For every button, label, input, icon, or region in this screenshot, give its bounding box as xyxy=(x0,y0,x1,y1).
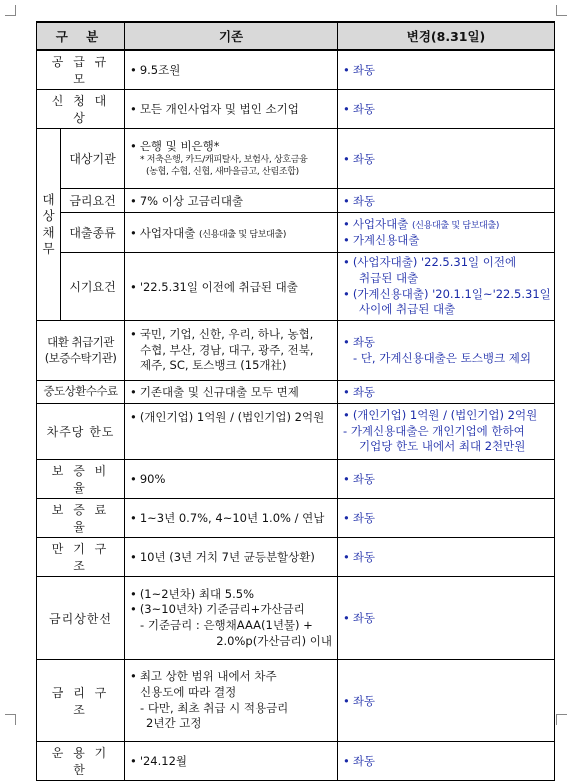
row-label: 대출종류 xyxy=(61,213,125,253)
change-cell: • (사업자대출) '22.5.31일 이전에 취급된 대출 • (가계신용대출) '20.1.1일~'22.5.31일 사이에 취급된 대출 xyxy=(338,253,555,321)
table-row-rate-requirement xyxy=(37,189,555,213)
header-change: 변경(8.31일) xyxy=(338,22,555,50)
header-category: 구 분 xyxy=(37,22,125,50)
page-corner-mark xyxy=(556,5,567,16)
row-label: 공 급 규 모 xyxy=(37,50,125,90)
table-row-agency xyxy=(37,321,555,381)
row-label: 대환 취급기관 (보증수탁기관) xyxy=(37,321,125,381)
existing-cell: • (1~2년차) 최대 5.5% • (3~10년차) 기준금리+가산금리 - 기준금리 : 은행채AAA(1년물) + 2.0%p(가산금리) 이내 xyxy=(125,577,338,660)
existing-cell: • 9.5조원 xyxy=(125,50,338,90)
page-corner-mark xyxy=(556,714,567,725)
row-label: 보 증 비 율 xyxy=(37,460,125,499)
row-label: 금 리 구 조 xyxy=(37,660,125,742)
row-label: 차주당 한도 xyxy=(37,404,125,460)
existing-cell: • 10년 (3년 거치 7년 균등분할상환) xyxy=(125,538,338,577)
table-row-supply xyxy=(37,50,555,90)
table-row-loan-type xyxy=(37,213,555,253)
existing-cell: • 90% xyxy=(125,460,338,499)
change-cell: • 좌동 xyxy=(338,129,555,189)
existing-cell: • 최고 상한 범위 내에서 차주 신용도에 따라 결정 - 다만, 최초 취급 시 적용금리 2년간 고정 xyxy=(125,660,338,742)
row-label: 중도상환수수료 xyxy=(37,381,125,404)
change-cell: • 좌동 xyxy=(338,460,555,499)
existing-cell: • 7% 이상 고금리대출 xyxy=(125,189,338,213)
existing-cell: • 모든 개인사업자 및 법인 소기업 xyxy=(125,90,338,129)
table-row-premium xyxy=(37,499,555,538)
row-label: 운 용 기 한 xyxy=(37,742,125,781)
existing-cell: • '22.5.31일 이전에 취급된 대출 xyxy=(125,253,338,321)
change-cell: • 좌동 xyxy=(338,50,555,90)
table-row-limit xyxy=(37,404,555,460)
existing-cell: • 국민, 기업, 신한, 우리, 하나, 농협, 수협, 부산, 경남, 대구, 광주, 전북, 제주, SC, 토스뱅크 (15개社) xyxy=(125,321,338,381)
header-existing: 기존 xyxy=(125,22,338,50)
change-cell: • (개인기업) 1억원 / (법인기업) 2억원 - 가계신용대출은 개인기업에 한하여 기업당 한도 내에서 최대 2천만원 xyxy=(338,404,555,460)
table-row-fee xyxy=(37,381,555,404)
page-corner-mark xyxy=(5,714,16,725)
change-cell: • 좌동 xyxy=(338,189,555,213)
row-label: 신 청 대 상 xyxy=(37,90,125,129)
table-row-institution xyxy=(37,129,555,189)
table-row-target xyxy=(37,90,555,129)
existing-cell: • 1~3년 0.7%, 4~10년 1.0% / 연납 xyxy=(125,499,338,538)
change-cell: • 좌동 xyxy=(338,577,555,660)
row-label: 만 기 구 조 xyxy=(37,538,125,577)
change-cell: • 사업자대출 (신용대출 및 담보대출) • 가계신용대출 xyxy=(338,213,555,253)
group-label-target-debt: 대상채무 xyxy=(37,129,61,321)
table-row-ratio xyxy=(37,460,555,499)
change-cell: • 좌동 xyxy=(338,499,555,538)
change-cell: • 좌동 xyxy=(338,381,555,404)
row-label: 보 증 료 율 xyxy=(37,499,125,538)
existing-cell: • (개인기업) 1억원 / (법인기업) 2억원 xyxy=(125,404,338,460)
existing-cell: • 사업자대출 (신용대출 및 담보대출) xyxy=(125,213,338,253)
table-row-operation xyxy=(37,742,555,781)
change-cell: • 좌동 xyxy=(338,742,555,781)
table-row-period xyxy=(37,253,555,321)
row-label: 금리요건 xyxy=(61,189,125,213)
row-label: 금리상한선 xyxy=(37,577,125,660)
change-cell: • 좌동 - 단, 가계신용대출은 토스뱅크 제외 xyxy=(338,321,555,381)
page-corner-mark xyxy=(5,5,16,16)
change-cell: • 좌동 xyxy=(338,660,555,742)
row-label: 시기요건 xyxy=(61,253,125,321)
change-cell: • 좌동 xyxy=(338,90,555,129)
row-label: 대상기관 xyxy=(61,129,125,189)
table-row-rate-cap xyxy=(37,577,555,660)
existing-cell: • '24.12월 xyxy=(125,742,338,781)
header-row xyxy=(37,22,555,50)
comparison-table xyxy=(36,21,555,781)
table-row-rate-structure xyxy=(37,660,555,742)
table-row-maturity xyxy=(37,538,555,577)
existing-cell: • 은행 및 비은행* * 저축은행, 카드/캐피탈사, 보험사, 상호금융 (농협, 수협, 신협, 새마을금고, 산림조합) xyxy=(125,129,338,189)
change-cell: • 좌동 xyxy=(338,538,555,577)
existing-cell: • 기존대출 및 신규대출 모두 면제 xyxy=(125,381,338,404)
